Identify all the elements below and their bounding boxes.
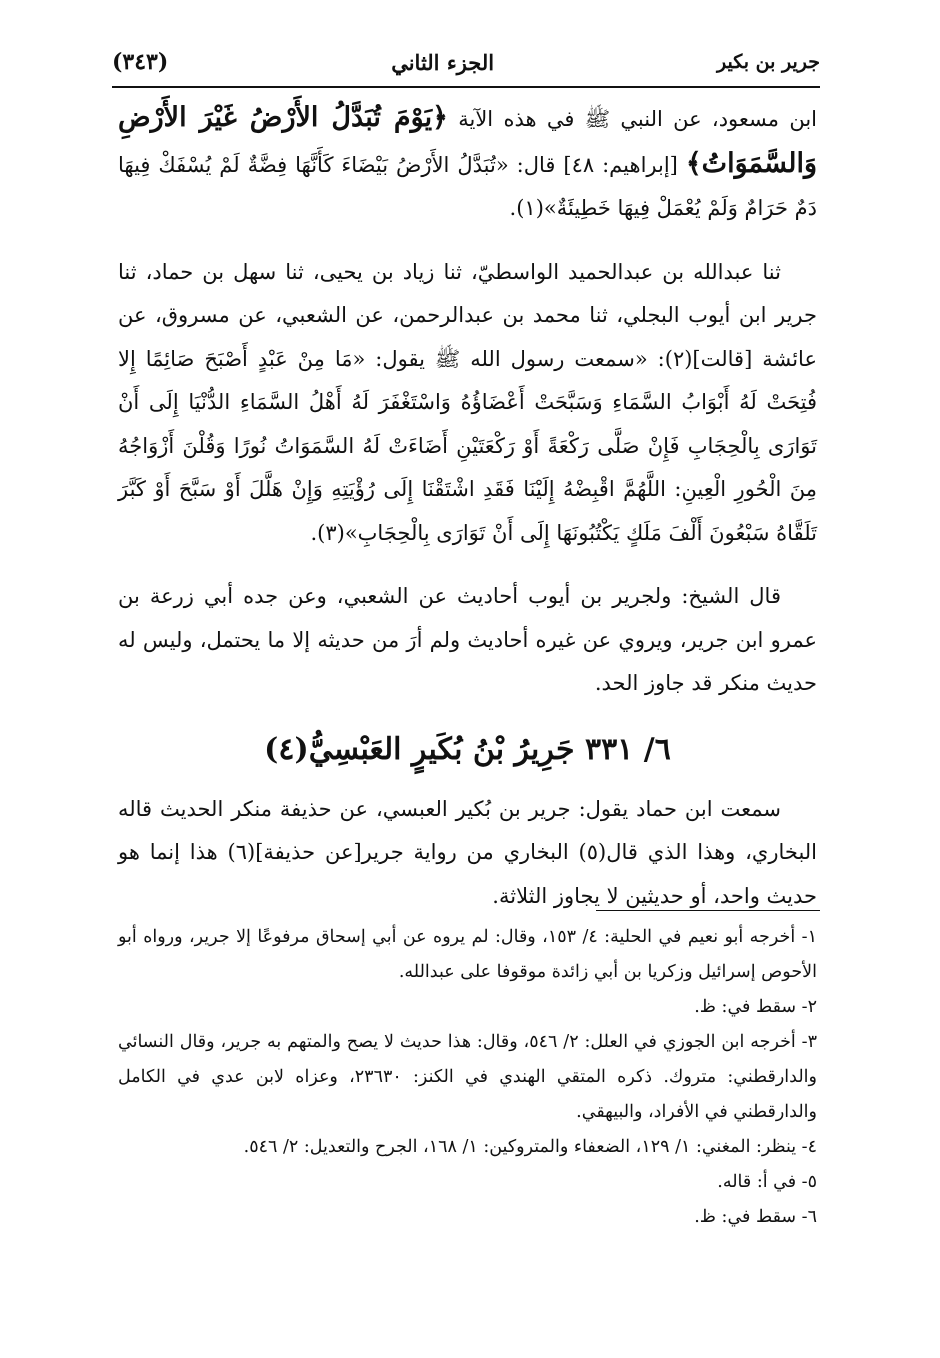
page-header: [112, 38, 820, 88]
footnote-2: [118, 990, 817, 1025]
footnote-text: أخرجه أبو نعيم في الحلية: ٤/ ١٥٣، وقال: لم يروه عن أبي إسحاق مرفوعًا إلا جرير، ورواه أبو الأحوص إسرائيل وزكريا بن أبي زائدة موقوفا على عبدالله.: [118, 927, 817, 982]
footnote-text: سقط في: ظ.: [694, 997, 797, 1017]
main-text: [118, 96, 817, 918]
footnote-label: ٦-: [801, 1207, 817, 1227]
footnote-text: أخرجه ابن الجوزي في العلل: ٢/ ٥٤٦، وقال: هذا حديث لا يصح والمتهم به جرير، وقال النسائي والدارقطني: متروك. ذكره المتقي الهندي في الكنز: ٢٣٦٣٠، وعزاه لابن عدي في الكامل والدارقطني في الأفراد، والبيهقي.: [118, 1032, 817, 1122]
footnote-divider: [596, 910, 820, 911]
footnote-text: في أ: قاله.: [717, 1172, 797, 1192]
running-title: جرير بن بكير: [717, 51, 820, 73]
paragraph-1: [118, 96, 817, 231]
footnote-4: [118, 1130, 817, 1165]
footnote-text: ينظر: المغني: ١/ ١٢٩، الضعفاء والمتروكين: ١/ ١٦٨، الجرح والتعديل: ٢/ ٥٤٦.: [243, 1137, 797, 1157]
footnotes: [118, 920, 817, 1235]
footnote-label: ٣-: [801, 1032, 817, 1052]
footnote-5: [118, 1165, 817, 1200]
footnote-label: ٥-: [801, 1172, 817, 1192]
footnote-3: [118, 1025, 817, 1130]
paragraph-1-rest: [إبراهيم: ٤٨] قال: «تُبَدَّلُ الأَرْضُ بَيْضَاءَ كَأَنَّهَا فِضَّةٌ لَمْ يُسْفَكْ فِيهَا دَمٌ حَرَامٌ وَلَمْ يُعْمَلْ فِيهَا خَطِيئَةٌ»(١).: [118, 152, 817, 220]
paragraph-2: ثنا عبدالله بن عبدالحميد الواسطيّ، ثنا زياد بن يحيى، ثنا سهل بن حماد، ثنا جرير ابن أيوب البجلي، ثنا محمد بن عبدالرحمن، عن الشعبي، عن مسروق، عن عائشة [قالت](٢): «سمعت رسول الله ﷺ يقول: «مَا مِنْ عَبْدٍ أَصْبَحَ صَائِمًا إِلا فُتِحَتْ لَهُ أَبْوَابُ السَّمَاءِ وَسَبَّحَتْ أَعْضَاؤُهُ وَاسْتَغْفَرَ لَهُ أَهْلُ السَّمَاءِ الدُّنْيَا إِلَى أَنْ تَوَارَى بِالْحِجَابِ فَإِنْ صَلَّى رَكْعَةً أَوْ رَكْعَتَيْنِ أَضَاءَتْ لَهُ السَّمَوَاتُ نُورًا وَقُلْنَ أَزْوَاجُهُ مِنَ الْحُورِ الْعِينِ: اللَّهُمَّ اقْبِضْهُ إِلَيْنَا فَقَدِ اشْتَقْنَا إِلَى رُؤْيَتِهِ وَإِنْ هَلَّلَ أَوْ سَبَّحَ أَوْ كَبَّرَ تَلَقَّاهُ سَبْعُونَ أَلْفَ مَلَكٍ يَكْتُبُونَهَا إِلَى أَنْ تَوَارَى بِالْحِجَابِ»(٣).: [118, 259, 817, 545]
part-title: الجزء الثاني: [391, 49, 495, 75]
footnote-label: ٤-: [801, 1137, 817, 1157]
quran-verse: ﴿يَوْمَ تُبَدَّلُ الأَرْضُ غَيْرَ الأَرْضِ وَالسَّمَوَاتُ﴾: [118, 102, 817, 179]
paragraph-1-text: ابن مسعود، عن النبي ﷺ في هذه الآية: [447, 107, 817, 131]
footnote-label: ١-: [801, 927, 817, 947]
section-title: ٦/ ٣٣١ جَرِيرُ بْنُ بُكَيرٍ العَبْسِيُّ(٤): [264, 731, 671, 767]
footnote-1: [118, 920, 817, 990]
footnote-6: [118, 1200, 817, 1235]
footnote-label: ٢-: [801, 997, 817, 1017]
footnote-text: سقط في: ظ.: [694, 1207, 797, 1227]
paragraph-3: قال الشيخ: ولجرير بن أيوب أحاديث عن الشعبي، وعن جده أبي زرعة بن عمرو ابن جرير، ويروي عن غيره أحاديث ولم أرَ من حديثه إلا ما يحتمل، وليس له حديث منكر قد جاوز الحد.: [118, 584, 817, 695]
paragraph-4: سمعت ابن حماد يقول: جرير بن بُكير العبسي، عن حذيفة منكر الحديث قاله البخاري، وهذا الذي قال(٥) البخاري من رواية جرير[عن حذيفة](٦) هذا إنما هو حديث واحد، أو حديثين لا يجاوز الثلاثة.: [118, 796, 818, 908]
page-number: (٣٤٣): [112, 49, 169, 75]
